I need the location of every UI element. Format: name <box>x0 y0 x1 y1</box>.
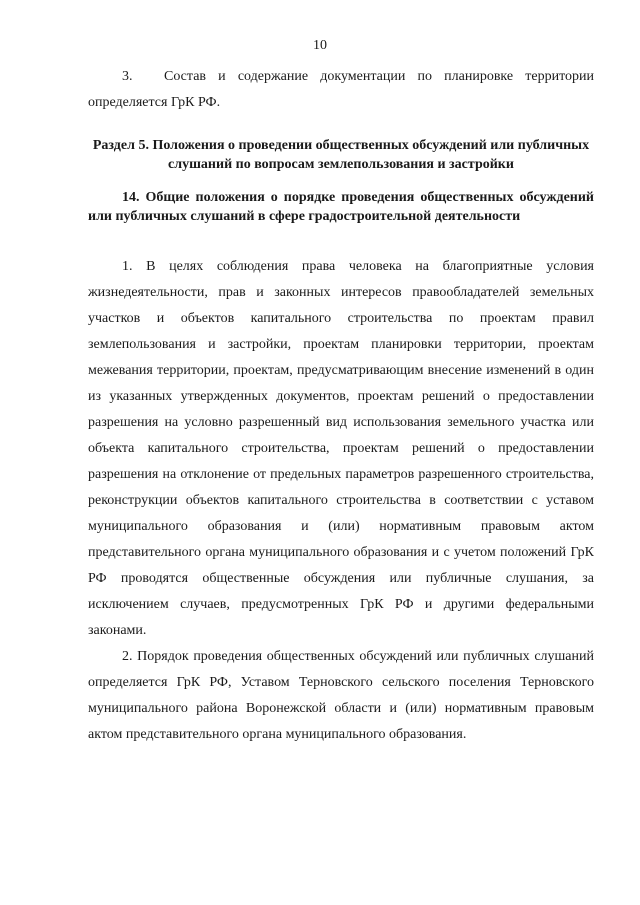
paragraph-2: 2. Порядок проведения общественных обсуждений или публичных слушаний определяется ГрК РФ, Уставом Терновского сельского поселения Терновского муниципального района Воронежской области и (или) нормативным правовым актом представительного органа муниципального образования. <box>88 649 594 742</box>
section-heading: Раздел 5. Положения о проведении общественных обсуждений или публичных слушаний по вопросам землепользования и застройки <box>92 138 590 172</box>
clause-3-text: Состав и содержание документации по планировке территории определяется ГрК РФ. <box>88 69 594 110</box>
clause-3-number: 3. <box>122 69 133 84</box>
article-heading: 14. Общие положения о порядке проведения общественных обсуждений или публичных слушаний в сфере градостроительной деятельности <box>88 190 594 224</box>
page-number: 10 <box>313 38 327 53</box>
clause-3-paragraph <box>88 64 594 116</box>
paragraph-1: 1. В целях соблюдения права человека на благоприятные условия жизнедеятельности, прав и законных интересов правообладателей земельных участков и объектов капитального строительства по проектам правил землепользования и застройки, проектам планировки территории, проектам межевания территории, проектам, предусматривающим внесение изменений в один из указанных утвержденных документов, проектам решений о предоставлении разрешения на условно разрешенный вид использования земельного участка или объекта капитального строительства, проектам решений о предоставлении разрешения на отклонение от предельных параметров разрешенного строительства, реконструкции объектов капитального строительства в соответствии с уставом муниципального образования и (или) нормативным правовым актом представительного органа муниципального образования и с учетом положений ГрК РФ проводятся общественные обсуждения или публичные слушания, за исключением случаев, предусмотренных ГрК РФ и другими федеральными законами. <box>88 259 594 638</box>
